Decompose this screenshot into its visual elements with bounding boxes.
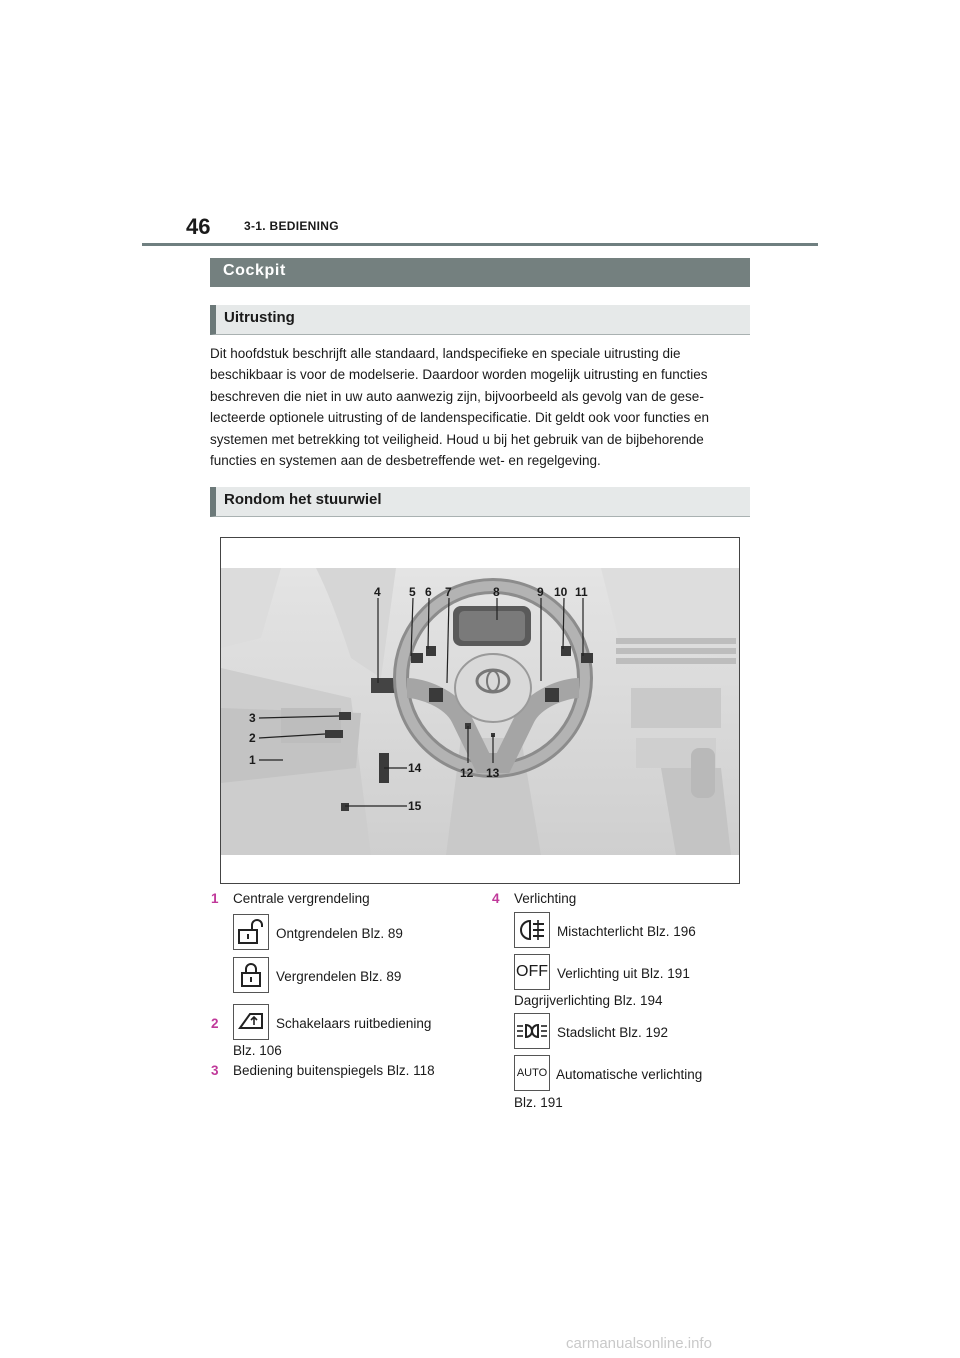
callout-label: 12 [460, 766, 474, 780]
legend-item-centrale-vergrendeling: Centrale vergrendeling [233, 891, 370, 906]
legend-number-4: 4 [492, 891, 500, 906]
callout-label: 4 [374, 585, 381, 599]
intro-line: functies en systemen aan de desbetreffende wet- en regelgeving. [210, 453, 601, 469]
callout-label: 11 [575, 585, 588, 599]
callout-label: 14 [408, 761, 422, 775]
callout-label: 2 [249, 731, 256, 745]
legend-auto-page: Blz. 191 [514, 1095, 563, 1110]
callout-label: 7 [445, 585, 452, 599]
legend-lock: Vergrendelen Blz. 89 [276, 969, 402, 984]
legend-auto: Automatische verlichting [556, 1067, 703, 1082]
page-number: 46 [186, 214, 211, 239]
legend-parking: Stadslicht Blz. 192 [557, 1025, 669, 1040]
legend-unlock: Ontgrendelen Blz. 89 [276, 926, 403, 941]
cockpit-drawing [221, 538, 740, 884]
subheading-uitrusting: Uitrusting [210, 305, 750, 335]
footer-watermark: carmanualsonline.info [566, 1335, 712, 1352]
legend-off: Verlichting uit Blz. 191 [557, 966, 690, 981]
intro-line: lecteerde optionele uitrusting of de landenspecificatie. Dit geldt ook voor functies en [210, 410, 710, 426]
callout-label: 10 [554, 585, 568, 599]
callout-label: 6 [425, 585, 432, 599]
legend-number-3: 3 [211, 1063, 219, 1078]
callout-label: 13 [486, 766, 500, 780]
unlock-icon [233, 914, 269, 950]
legend-item-verlichting: Verlichting [514, 891, 577, 906]
intro-line: Dit hoofdstuk beschrijft alle standaard, landspecifieke en speciale uitrusting die [210, 346, 681, 361]
legend-number-1: 1 [211, 891, 219, 906]
parking-light-icon [514, 1013, 550, 1049]
rear-fog-light-icon [514, 912, 550, 948]
legend-item-bediening-buitenspiegels: Bediening buitenspiegels Blz. 118 [233, 1063, 435, 1078]
intro-line: beschreven die niet in uw auto aanwezig zijn, bijvoorbeeld als gevolg van de gese- [210, 388, 704, 404]
legend-item2-page: Blz. 106 [233, 1043, 282, 1058]
section-heading-cockpit: Cockpit [210, 258, 750, 287]
lock-icon [233, 957, 269, 993]
subheading-rondom-het-stuurwiel: Rondom het stuurwiel [210, 487, 750, 517]
legend-number-2: 2 [211, 1016, 219, 1031]
window-switch-icon [233, 1004, 269, 1040]
legend-item-schakelaars-ruitbediening: Schakelaars ruitbediening [276, 1016, 432, 1031]
lights-off-icon [514, 954, 550, 990]
callout-label: 1 [249, 753, 256, 767]
callout-label: 8 [493, 585, 500, 599]
callout-label: 15 [408, 799, 422, 813]
legend-drl: Dagrijverlichting Blz. 194 [514, 993, 663, 1008]
intro-paragraph [210, 343, 750, 471]
callout-label: 5 [409, 585, 416, 599]
chapter-title: 3-1. BEDIENING [244, 219, 339, 233]
lights-off-icon-text: OFF [516, 963, 548, 980]
intro-line: systemen met betrekking tot veiligheid. Houd u bij het gebruik van de bijbehorende [210, 431, 704, 447]
auto-lights-icon-text: AUTO [516, 1067, 548, 1079]
intro-line: beschikbaar is voor de modelserie. Daardoor worden mogelijk uitrusting en functies [210, 367, 708, 383]
legend-fog: Mistachterlicht Blz. 196 [557, 924, 696, 939]
callout-label: 3 [249, 711, 256, 725]
header-rule [142, 243, 818, 246]
auto-lights-icon [514, 1055, 550, 1091]
callout-label: 9 [537, 585, 544, 599]
cockpit-illustration [220, 537, 740, 884]
